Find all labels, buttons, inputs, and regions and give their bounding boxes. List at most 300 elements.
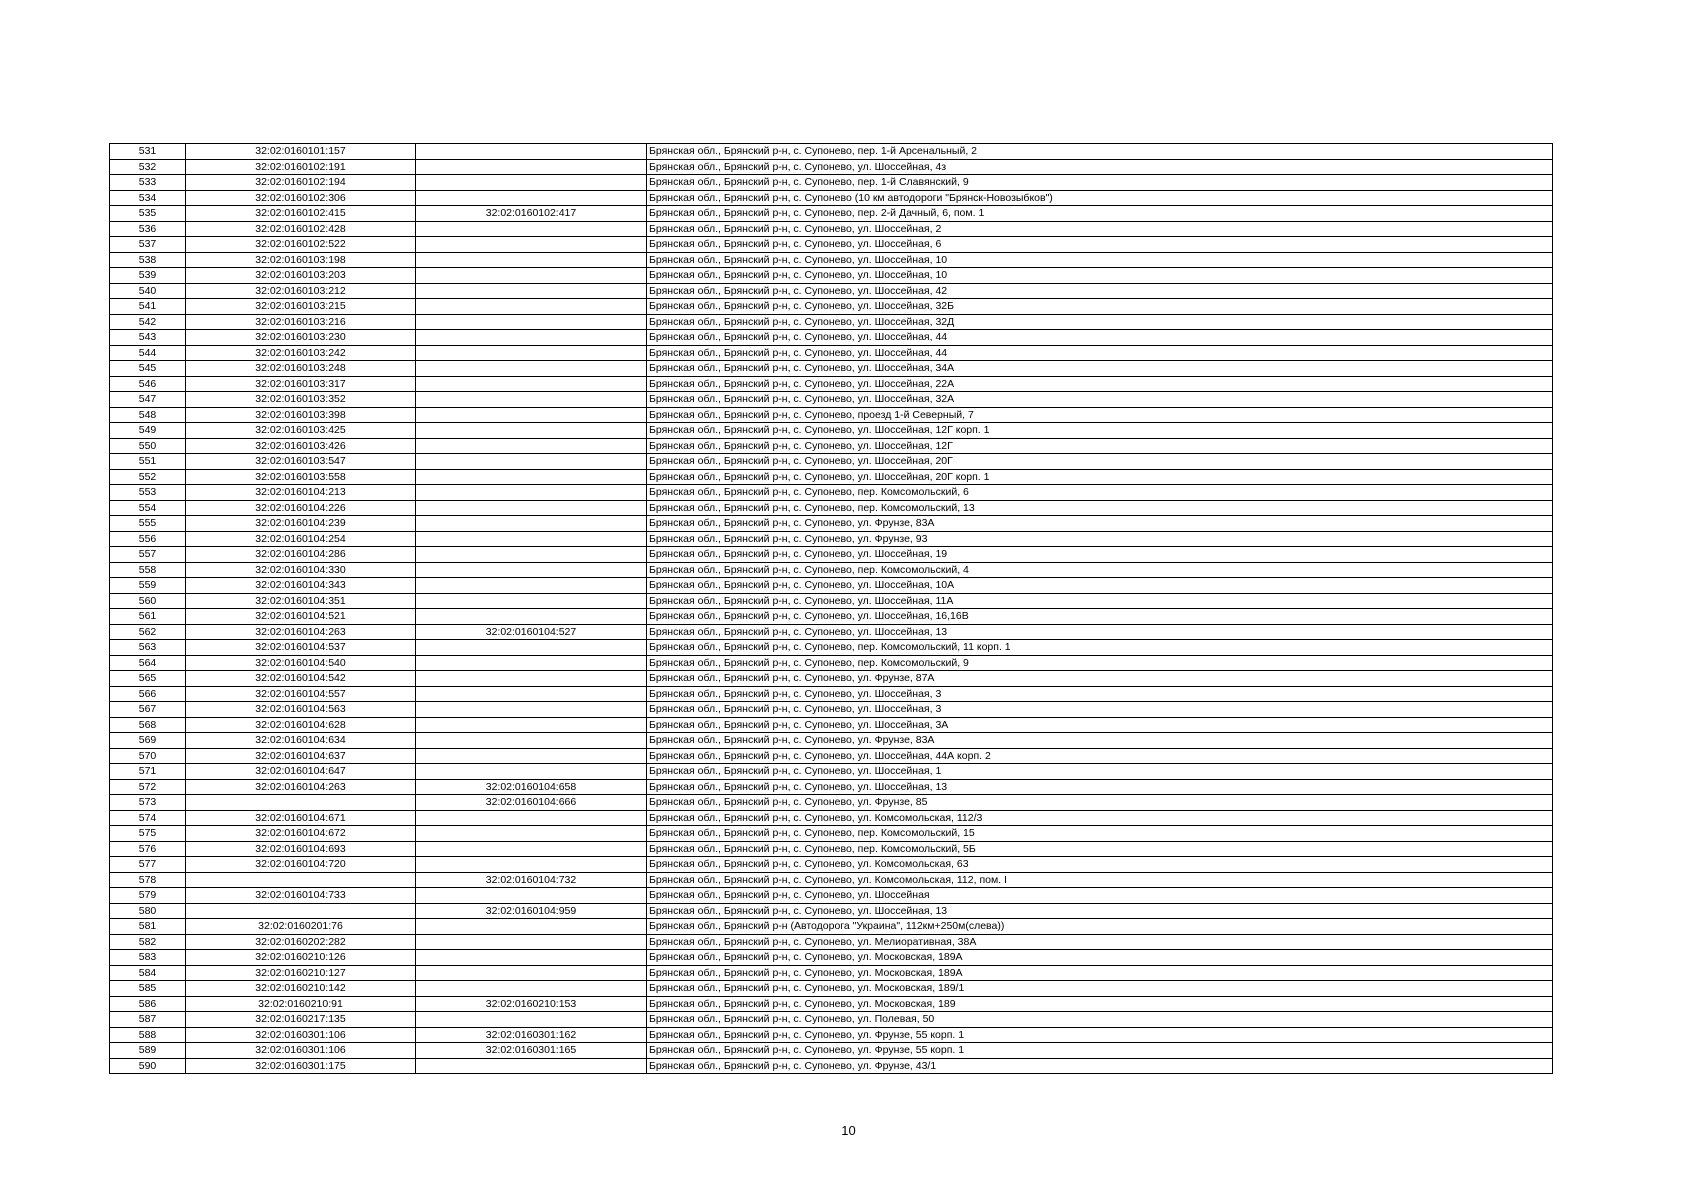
related-cadastral-number-cell [416,857,647,873]
related-cadastral-number-cell [416,702,647,718]
cadastral-number-cell: 32:02:0160104:733 [186,888,416,904]
address-cell: Брянская обл., Брянский р-н, с. Супонево, пер. Комсомольский, 13 [647,500,1553,516]
table-row [110,996,1553,1012]
address-cell: Брянская обл., Брянский р-н, с. Супонево, пер. Комсомольский, 5Б [647,841,1553,857]
related-cadastral-number-cell [416,237,647,253]
table-row [110,175,1553,191]
cadastral-number-cell: 32:02:0160103:203 [186,268,416,284]
table-row [110,872,1553,888]
related-cadastral-number-cell [416,919,647,935]
cadastral-number-cell: 32:02:0160104:213 [186,485,416,501]
cadastral-number-cell: 32:02:0160103:230 [186,330,416,346]
table-row [110,934,1553,950]
row-number-cell: 544 [110,345,186,361]
row-number-cell: 539 [110,268,186,284]
row-number-cell: 566 [110,686,186,702]
table-row [110,593,1553,609]
cadastral-number-cell: 32:02:0160103:242 [186,345,416,361]
table-row [110,779,1553,795]
address-cell: Брянская обл., Брянский р-н, с. Супонево, ул. Шоссейная, 12Г корп. 1 [647,423,1553,439]
row-number-cell: 547 [110,392,186,408]
row-number-cell: 549 [110,423,186,439]
row-number-cell: 546 [110,376,186,392]
related-cadastral-number-cell: 32:02:0160104:666 [416,795,647,811]
table-row [110,981,1553,997]
row-number-cell: 583 [110,950,186,966]
table-row [110,717,1553,733]
address-cell: Брянская обл., Брянский р-н, с. Супонево, ул. Московская, 189А [647,965,1553,981]
address-cell: Брянская обл., Брянский р-н, с. Супонево, ул. Шоссейная, 44А корп. 2 [647,748,1553,764]
row-number-cell: 550 [110,438,186,454]
related-cadastral-number-cell [416,640,647,656]
related-cadastral-number-cell [416,159,647,175]
row-number-cell: 558 [110,562,186,578]
row-number-cell: 563 [110,640,186,656]
table-row [110,407,1553,423]
address-cell: Брянская обл., Брянский р-н, с. Супонево, ул. Комсомольская, 112/3 [647,810,1553,826]
related-cadastral-number-cell: 32:02:0160301:162 [416,1027,647,1043]
table-row [110,485,1553,501]
table-row [110,500,1553,516]
table-row [110,702,1553,718]
cadastral-number-cell: 32:02:0160103:558 [186,469,416,485]
cadastral-number-cell: 32:02:0160104:239 [186,516,416,532]
table-row [110,144,1553,160]
cadastral-number-cell: 32:02:0160210:126 [186,950,416,966]
table-row [110,190,1553,206]
registry-table-body [110,144,1553,1074]
address-cell: Брянская обл., Брянский р-н, с. Супонево, пер. 1-й Славянский, 9 [647,175,1553,191]
related-cadastral-number-cell [416,221,647,237]
row-number-cell: 577 [110,857,186,873]
related-cadastral-number-cell [416,423,647,439]
table-row [110,469,1553,485]
row-number-cell: 571 [110,764,186,780]
related-cadastral-number-cell: 32:02:0160104:959 [416,903,647,919]
table-row [110,903,1553,919]
address-cell: Брянская обл., Брянский р-н, с. Супонево, ул. Шоссейная, 3 [647,702,1553,718]
table-row [110,857,1553,873]
related-cadastral-number-cell [416,717,647,733]
cadastral-number-cell: 32:02:0160202:282 [186,934,416,950]
row-number-cell: 573 [110,795,186,811]
related-cadastral-number-cell [416,454,647,470]
address-cell: Брянская обл., Брянский р-н, с. Супонево, ул. Комсомольская, 63 [647,857,1553,873]
cadastral-number-cell: 32:02:0160103:216 [186,314,416,330]
address-cell: Брянская обл., Брянский р-н, с. Супонево, ул. Фрунзе, 85 [647,795,1553,811]
row-number-cell: 535 [110,206,186,222]
related-cadastral-number-cell [416,686,647,702]
cadastral-number-cell: 32:02:0160201:76 [186,919,416,935]
related-cadastral-number-cell [416,500,647,516]
related-cadastral-number-cell [416,888,647,904]
cadastral-number-cell [186,903,416,919]
row-number-cell: 536 [110,221,186,237]
row-number-cell: 537 [110,237,186,253]
address-cell: Брянская обл., Брянский р-н, с. Супонево, ул. Шоссейная, 1 [647,764,1553,780]
related-cadastral-number-cell [416,981,647,997]
related-cadastral-number-cell [416,655,647,671]
table-row [110,640,1553,656]
table-row [110,547,1553,563]
cadastral-number-cell: 32:02:0160103:426 [186,438,416,454]
row-number-cell: 552 [110,469,186,485]
row-number-cell: 584 [110,965,186,981]
row-number-cell: 589 [110,1043,186,1059]
address-cell: Брянская обл., Брянский р-н, с. Супонево, пер. 1-й Арсенальный, 2 [647,144,1553,160]
row-number-cell: 567 [110,702,186,718]
cadastral-number-cell: 32:02:0160104:263 [186,624,416,640]
related-cadastral-number-cell [416,671,647,687]
address-cell: Брянская обл., Брянский р-н, с. Супонево, ул. Мелиоративная, 38А [647,934,1553,950]
cadastral-number-cell: 32:02:0160102:522 [186,237,416,253]
address-cell: Брянская обл., Брянский р-н, с. Супонево, ул. Шоссейная, 2 [647,221,1553,237]
table-row [110,252,1553,268]
row-number-cell: 533 [110,175,186,191]
row-number-cell: 581 [110,919,186,935]
table-row [110,795,1553,811]
related-cadastral-number-cell: 32:02:0160104:658 [416,779,647,795]
address-cell: Брянская обл., Брянский р-н, с. Супонево, ул. Фрунзе, 87А [647,671,1553,687]
address-cell: Брянская обл., Брянский р-н, с. Супонево, ул. Фрунзе, 43/1 [647,1058,1553,1074]
address-cell: Брянская обл., Брянский р-н, с. Супонево, ул. Фрунзе, 93 [647,531,1553,547]
table-row [110,345,1553,361]
cadastral-number-cell: 32:02:0160103:317 [186,376,416,392]
cadastral-number-cell: 32:02:0160104:330 [186,562,416,578]
related-cadastral-number-cell [416,376,647,392]
cadastral-number-cell: 32:02:0160301:106 [186,1027,416,1043]
address-cell: Брянская обл., Брянский р-н, с. Супонево, ул. Шоссейная, 32Д [647,314,1553,330]
row-number-cell: 554 [110,500,186,516]
table-row [110,965,1553,981]
table-row [110,376,1553,392]
address-cell: Брянская обл., Брянский р-н, с. Супонево, ул. Шоссейная, 42 [647,283,1553,299]
cadastral-number-cell: 32:02:0160104:263 [186,779,416,795]
address-cell: Брянская обл., Брянский р-н, с. Супонево, ул. Шоссейная, 20Г корп. 1 [647,469,1553,485]
cadastral-number-cell: 32:02:0160104:521 [186,609,416,625]
cadastral-number-cell: 32:02:0160103:352 [186,392,416,408]
row-number-cell: 586 [110,996,186,1012]
related-cadastral-number-cell [416,175,647,191]
table-row [110,1043,1553,1059]
cadastral-number-cell: 32:02:0160104:720 [186,857,416,873]
related-cadastral-number-cell [416,407,647,423]
cadastral-number-cell: 32:02:0160301:106 [186,1043,416,1059]
related-cadastral-number-cell [416,950,647,966]
related-cadastral-number-cell [416,299,647,315]
table-row [110,562,1553,578]
row-number-cell: 572 [110,779,186,795]
related-cadastral-number-cell [416,531,647,547]
table-row [110,159,1553,175]
table-row [110,919,1553,935]
related-cadastral-number-cell [416,144,647,160]
address-cell: Брянская обл., Брянский р-н, с. Супонево, ул. Шоссейная, 19 [647,547,1553,563]
table-row [110,330,1553,346]
row-number-cell: 575 [110,826,186,842]
row-number-cell: 545 [110,361,186,377]
row-number-cell: 540 [110,283,186,299]
address-cell: Брянская обл., Брянский р-н, с. Супонево, ул. Шоссейная, 12Г [647,438,1553,454]
related-cadastral-number-cell [416,578,647,594]
related-cadastral-number-cell [416,345,647,361]
row-number-cell: 562 [110,624,186,640]
cadastral-number-cell: 32:02:0160102:415 [186,206,416,222]
address-cell: Брянская обл., Брянский р-н, с. Супонево, проезд 1-й Северный, 7 [647,407,1553,423]
table-row [110,624,1553,640]
table-row [110,578,1553,594]
table-row [110,748,1553,764]
row-number-cell: 582 [110,934,186,950]
row-number-cell: 531 [110,144,186,160]
row-number-cell: 534 [110,190,186,206]
address-cell: Брянская обл., Брянский р-н, с. Супонево, ул. Московская, 189 [647,996,1553,1012]
registry-table [109,143,1553,1074]
cadastral-number-cell: 32:02:0160104:693 [186,841,416,857]
row-number-cell: 557 [110,547,186,563]
address-cell: Брянская обл., Брянский р-н, с. Супонево, ул. Шоссейная, 11А [647,593,1553,609]
address-cell: Брянская обл., Брянский р-н (Автодорога "Украина", 112км+250м(слева)) [647,919,1553,935]
table-row [110,733,1553,749]
table-row [110,438,1553,454]
cadastral-number-cell: 32:02:0160103:212 [186,283,416,299]
row-number-cell: 580 [110,903,186,919]
cadastral-number-cell: 32:02:0160104:537 [186,640,416,656]
table-row [110,764,1553,780]
row-number-cell: 556 [110,531,186,547]
row-number-cell: 559 [110,578,186,594]
cadastral-number-cell: 32:02:0160104:542 [186,671,416,687]
address-cell: Брянская обл., Брянский р-н, с. Супонево, ул. Шоссейная, 20Г [647,454,1553,470]
table-row [110,810,1553,826]
cadastral-number-cell: 32:02:0160210:91 [186,996,416,1012]
table-row [110,950,1553,966]
row-number-cell: 561 [110,609,186,625]
row-number-cell: 585 [110,981,186,997]
cadastral-number-cell: 32:02:0160102:306 [186,190,416,206]
table-row [110,826,1553,842]
related-cadastral-number-cell [416,841,647,857]
cadastral-number-cell: 32:02:0160104:563 [186,702,416,718]
row-number-cell: 555 [110,516,186,532]
cadastral-number-cell: 32:02:0160103:398 [186,407,416,423]
cadastral-number-cell [186,872,416,888]
cadastral-number-cell: 32:02:0160210:127 [186,965,416,981]
address-cell: Брянская обл., Брянский р-н, с. Супонево, ул. Шоссейная, 32А [647,392,1553,408]
table-row [110,237,1553,253]
address-cell: Брянская обл., Брянский р-н, с. Супонево, ул. Фрунзе, 55 корп. 1 [647,1043,1553,1059]
related-cadastral-number-cell [416,283,647,299]
row-number-cell: 578 [110,872,186,888]
cadastral-number-cell: 32:02:0160102:428 [186,221,416,237]
related-cadastral-number-cell: 32:02:0160102:417 [416,206,647,222]
related-cadastral-number-cell [416,438,647,454]
related-cadastral-number-cell [416,361,647,377]
table-row [110,531,1553,547]
row-number-cell: 541 [110,299,186,315]
address-cell: Брянская обл., Брянский р-н, с. Супонево, ул. Шоссейная, 10А [647,578,1553,594]
row-number-cell: 542 [110,314,186,330]
address-cell: Брянская обл., Брянский р-н, с. Супонево, ул. Шоссейная, 44 [647,345,1553,361]
table-row [110,392,1553,408]
address-cell: Брянская обл., Брянский р-н, с. Супонево, ул. Шоссейная, 34А [647,361,1553,377]
address-cell: Брянская обл., Брянский р-н, с. Супонево, пер. Комсомольский, 6 [647,485,1553,501]
address-cell: Брянская обл., Брянский р-н, с. Супонево, пер. Комсомольский, 11 корп. 1 [647,640,1553,656]
related-cadastral-number-cell [416,469,647,485]
page-number: 10 [841,1123,856,1138]
related-cadastral-number-cell [416,593,647,609]
table-row [110,516,1553,532]
address-cell: Брянская обл., Брянский р-н, с. Супонево, ул. Шоссейная, 13 [647,903,1553,919]
row-number-cell: 564 [110,655,186,671]
row-number-cell: 548 [110,407,186,423]
row-number-cell: 590 [110,1058,186,1074]
row-number-cell: 588 [110,1027,186,1043]
table-row [110,655,1553,671]
cadastral-number-cell: 32:02:0160104:351 [186,593,416,609]
cadastral-number-cell: 32:02:0160104:557 [186,686,416,702]
address-cell: Брянская обл., Брянский р-н, с. Супонево, ул. Комсомольская, 112, пом. I [647,872,1553,888]
related-cadastral-number-cell [416,330,647,346]
address-cell: Брянская обл., Брянский р-н, с. Супонево, ул. Фрунзе, 55 корп. 1 [647,1027,1553,1043]
table-row [110,686,1553,702]
address-cell: Брянская обл., Брянский р-н, с. Супонево, пер. Комсомольский, 9 [647,655,1553,671]
address-cell: Брянская обл., Брянский р-н, с. Супонево, ул. Московская, 189/1 [647,981,1553,997]
address-cell: Брянская обл., Брянский р-н, с. Супонево, ул. Московская, 189А [647,950,1553,966]
related-cadastral-number-cell: 32:02:0160104:527 [416,624,647,640]
address-cell: Брянская обл., Брянский р-н, с. Супонево (10 км автодороги "Брянск-Новозыбков") [647,190,1553,206]
row-number-cell: 553 [110,485,186,501]
cadastral-number-cell: 32:02:0160104:672 [186,826,416,842]
related-cadastral-number-cell [416,934,647,950]
row-number-cell: 568 [110,717,186,733]
row-number-cell: 538 [110,252,186,268]
table-row [110,1027,1553,1043]
row-number-cell: 532 [110,159,186,175]
address-cell: Брянская обл., Брянский р-н, с. Супонево, ул. Шоссейная, 16,16В [647,609,1553,625]
related-cadastral-number-cell [416,733,647,749]
related-cadastral-number-cell [416,547,647,563]
address-cell: Брянская обл., Брянский р-н, с. Супонево, ул. Фрунзе, 83А [647,733,1553,749]
related-cadastral-number-cell [416,516,647,532]
address-cell: Брянская обл., Брянский р-н, с. Супонево, ул. Шоссейная, 32Б [647,299,1553,315]
table-row [110,361,1553,377]
address-cell: Брянская обл., Брянский р-н, с. Супонево, ул. Шоссейная, 6 [647,237,1553,253]
row-number-cell: 551 [110,454,186,470]
address-cell: Брянская обл., Брянский р-н, с. Супонево, ул. Шоссейная [647,888,1553,904]
row-number-cell: 576 [110,841,186,857]
row-number-cell: 570 [110,748,186,764]
cadastral-number-cell: 32:02:0160104:254 [186,531,416,547]
table-row [110,609,1553,625]
cadastral-number-cell: 32:02:0160104:637 [186,748,416,764]
related-cadastral-number-cell [416,748,647,764]
table-row [110,841,1553,857]
table-row [110,1012,1553,1028]
address-cell: Брянская обл., Брянский р-н, с. Супонево, ул. Шоссейная, 10 [647,252,1553,268]
cadastral-number-cell: 32:02:0160104:671 [186,810,416,826]
table-row [110,206,1553,222]
row-number-cell: 543 [110,330,186,346]
cadastral-number-cell: 32:02:0160102:191 [186,159,416,175]
related-cadastral-number-cell [416,485,647,501]
cadastral-number-cell: 32:02:0160103:248 [186,361,416,377]
related-cadastral-number-cell: 32:02:0160301:165 [416,1043,647,1059]
related-cadastral-number-cell [416,609,647,625]
table-row [110,268,1553,284]
related-cadastral-number-cell [416,826,647,842]
table-row [110,221,1553,237]
cadastral-number-cell: 32:02:0160104:634 [186,733,416,749]
row-number-cell: 574 [110,810,186,826]
related-cadastral-number-cell: 32:02:0160104:732 [416,872,647,888]
cadastral-number-cell: 32:02:0160102:194 [186,175,416,191]
cadastral-number-cell: 32:02:0160103:215 [186,299,416,315]
cadastral-number-cell: 32:02:0160104:628 [186,717,416,733]
table-row [110,314,1553,330]
cadastral-number-cell: 32:02:0160104:540 [186,655,416,671]
cadastral-number-cell: 32:02:0160104:647 [186,764,416,780]
table-row [110,454,1553,470]
related-cadastral-number-cell [416,1058,647,1074]
related-cadastral-number-cell [416,190,647,206]
cadastral-number-cell: 32:02:0160103:198 [186,252,416,268]
cadastral-number-cell: 32:02:0160210:142 [186,981,416,997]
table-row [110,299,1553,315]
related-cadastral-number-cell [416,810,647,826]
related-cadastral-number-cell [416,764,647,780]
address-cell: Брянская обл., Брянский р-н, с. Супонево, пер. 2-й Дачный, 6, пом. 1 [647,206,1553,222]
table-row [110,888,1553,904]
cadastral-number-cell: 32:02:0160301:175 [186,1058,416,1074]
related-cadastral-number-cell [416,965,647,981]
row-number-cell: 565 [110,671,186,687]
related-cadastral-number-cell [416,252,647,268]
address-cell: Брянская обл., Брянский р-н, с. Супонево, ул. Шоссейная, 13 [647,779,1553,795]
table-row [110,283,1553,299]
address-cell: Брянская обл., Брянский р-н, с. Супонево, ул. Шоссейная, 44 [647,330,1553,346]
related-cadastral-number-cell [416,314,647,330]
row-number-cell: 569 [110,733,186,749]
row-number-cell: 587 [110,1012,186,1028]
cadastral-number-cell: 32:02:0160104:286 [186,547,416,563]
cadastral-number-cell: 32:02:0160103:547 [186,454,416,470]
related-cadastral-number-cell [416,268,647,284]
row-number-cell: 579 [110,888,186,904]
row-number-cell: 560 [110,593,186,609]
address-cell: Брянская обл., Брянский р-н, с. Супонево, ул. Шоссейная, 3А [647,717,1553,733]
address-cell: Брянская обл., Брянский р-н, с. Супонево, пер. Комсомольский, 4 [647,562,1553,578]
table-row [110,423,1553,439]
table-row [110,671,1553,687]
cadastral-number-cell: 32:02:0160217:135 [186,1012,416,1028]
address-cell: Брянская обл., Брянский р-н, с. Супонево, ул. Фрунзе, 83А [647,516,1553,532]
related-cadastral-number-cell [416,562,647,578]
table-row [110,1058,1553,1074]
address-cell: Брянская обл., Брянский р-н, с. Супонево, ул. Шоссейная, 10 [647,268,1553,284]
cadastral-number-cell [186,795,416,811]
address-cell: Брянская обл., Брянский р-н, с. Супонево, пер. Комсомольский, 15 [647,826,1553,842]
cadastral-number-cell: 32:02:0160101:157 [186,144,416,160]
related-cadastral-number-cell [416,392,647,408]
address-cell: Брянская обл., Брянский р-н, с. Супонево, ул. Шоссейная, 4з [647,159,1553,175]
address-cell: Брянская обл., Брянский р-н, с. Супонево, ул. Шоссейная, 22А [647,376,1553,392]
address-cell: Брянская обл., Брянский р-н, с. Супонево, ул. Полевая, 50 [647,1012,1553,1028]
related-cadastral-number-cell: 32:02:0160210:153 [416,996,647,1012]
cadastral-number-cell: 32:02:0160104:226 [186,500,416,516]
address-cell: Брянская обл., Брянский р-н, с. Супонево, ул. Шоссейная, 13 [647,624,1553,640]
cadastral-number-cell: 32:02:0160103:425 [186,423,416,439]
